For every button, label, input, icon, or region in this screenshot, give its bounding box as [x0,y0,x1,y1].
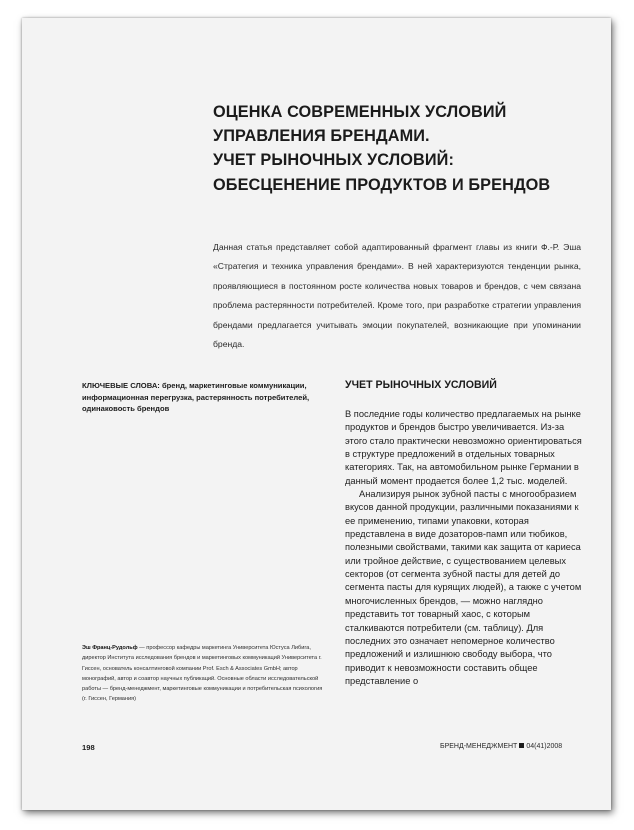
title-line: УПРАВЛЕНИЯ БРЕНДАМИ. [213,127,430,146]
keywords-text: бренд, маркетинговые коммуникации, информационная перегрузка, растерянность потребителей, одинаковость брендов [82,381,310,414]
page-number: 198 [82,743,95,752]
author-bio [82,643,327,705]
body-text [345,408,585,688]
title-line: ОЦЕНКА СОВРЕМЕННЫХ УСЛОВИЙ [213,103,507,121]
author-bio-text: — профессор кафедры маркетинга Университета Юстуса Либига, директор Института исследования брендов и маркетинговых коммуникаций Университета г. Гиссен, основатель консалтинговой компании Prof. Esch & Associates GmbH; автор монографий, автор и соавтор научных публикаций. Основные области исследовательской работы — бренд-менеджмент, маркетинговые коммуникации и потребительская психология (г. Гиссен, Германия) [82,645,323,703]
square-bullet-icon [519,743,524,748]
body-paragraph: Анализируя рынок зубной пасты с многообразием вкусов данной продукции, различными показаниями к ее применению, типами упаковки, которая представлена в виде дозаторов-памп или тюбиков, полезными свойствами, такими как защита от кариеса или тройное действие, с существованием целевых секторов (от сегмента зубной пасты для детей до сегмента пасты для курящих людей), а также с учетом многочисленных брендов, — можно наглядно представить тот товарный хаос, с которым сталкиваются потребители (см. таблицу). Для последних это означает непомерное количество предложений и излишнюю свободу выбора, что приводит к невозможности составить общее представление о [345,489,582,686]
section-title: УЧЕТ РЫНОЧНЫХ УСЛОВИЙ [345,379,497,391]
keywords-label: КЛЮЧЕВЫЕ СЛОВА: [82,381,160,390]
journal-issue: 04(41)2008 [526,743,563,750]
title-line: УЧЕТ РЫНОЧНЫХ УСЛОВИЙ: [213,151,454,170]
title-line: ОБЕСЦЕНЕНИЕ ПРОДУКТОВ И БРЕНДОВ [213,175,551,194]
author-name: Эш Франц-Рудольф [82,645,138,651]
journal-name: БРЕНД-МЕНЕДЖМЕНТ [440,743,518,750]
body-paragraph: В последние годы количество предлагаемых на рынке продуктов и брендов быстро увеличивается. Из-за этого стало практически невозможно ориентироваться в структуре предложений в отдельных товарных категориях. Так, на автомобильном рынке Германии в данный момент продается более 1,2 тыс. моделей. [345,409,582,486]
journal-footer [440,743,562,750]
article-title [213,100,583,197]
lead-paragraph: Данная статья представляет собой адаптированный фрагмент главы из книги Ф.-Р. Эша «Стратегия и техника управления брендами». В ней характеризуются тенденции рынка, проявляющиеся в постоянном росте количества новых товаров и брендов, с чем связана проблема растерянности потребителей. Кроме того, при разработке стратегии управления брендами предлагается учитывать эмоции покупателей, возникающие при упоминании бренда. [213,242,581,350]
keywords-block [82,380,327,415]
page [22,18,611,810]
